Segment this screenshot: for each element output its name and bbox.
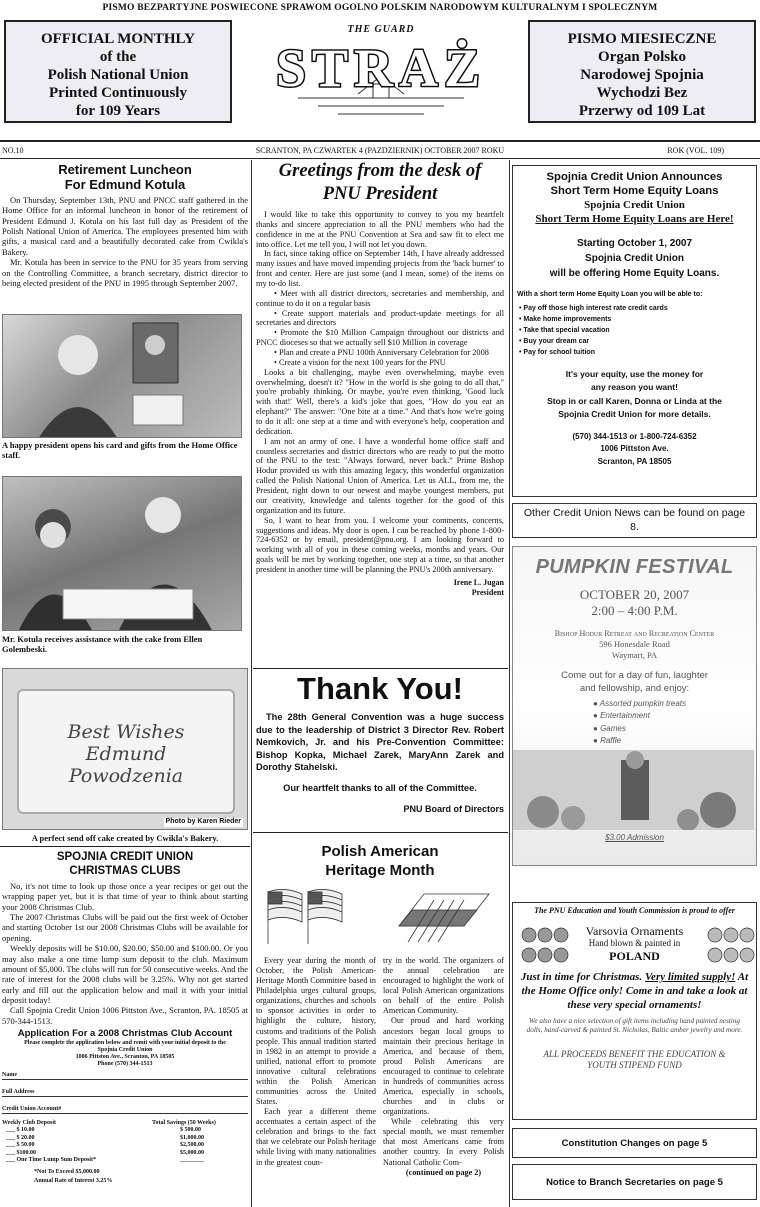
column-divider	[251, 160, 252, 1207]
photo-cake-assist	[2, 476, 242, 631]
christmas-paragraph: No, it's not time to look up those once a year recipes or get out the wrapping paper yet, but it is that time of year to think about starting your 2008 Christmas Club.	[2, 881, 248, 912]
thank-you-paragraph: Our heartfelt thanks to all of the Committee.	[283, 782, 477, 793]
heritage-title-line: Heritage Month	[325, 862, 435, 879]
credit-union-start	[513, 236, 756, 281]
pumpkin-admission: $3.00 Admission	[605, 832, 664, 842]
benefit-text: Pay off those high interest rate credit cards	[523, 304, 668, 312]
luncheon-paragraph: On Thursday, September 13th, PNU and PNCC staff gathered in the Home Office for an informal luncheon in honor of the retirement of President Edmund J. Kotula on his last full day as President of the Polish National Union of America. The employees presented him with gifts, a musical card and a beautifully decorated cake from Cwikla's Bakery.	[2, 195, 248, 257]
rule-dateline	[0, 158, 760, 159]
greetings-paragraph: So, I want to hear from you. I welcome your comments, concerns, suggestions and ideas. My door is open. I can be reached by phone 1-800-724-6352 or by email, president@pnu.org. I am looking forward to working with all of you in these coming weeks, months and years. Our goals will be met by working together, one step at a time, so that another president in another time will be planning the PNU's 200th anniversary.	[256, 515, 504, 574]
masthead-logo	[258, 24, 504, 124]
cake-writing-line: Edmund	[85, 743, 167, 765]
ornament-cluster-icon	[703, 921, 755, 975]
application-instructions	[2, 1040, 248, 1068]
issue-volume: ROK (VOL. 109)	[667, 146, 724, 155]
application-title: Application For a 2008 Christmas Club Account	[17, 1028, 233, 1040]
invite-line: Come out for a day of fun, laughter	[561, 669, 708, 681]
heritage-paragraph: Our proud and hard working ancestors began local groups to maintain their precious heritage in America, and because of them, proud Polish Americans are encouraged to continue to celebrate in hundreds of communities across America, especially in schools, churches and in clubs or organizations.	[383, 1016, 504, 1117]
savings-header: Total Savings (50 Weeks)	[152, 1119, 216, 1126]
luncheon-title-line: For Edmund Kotula	[64, 177, 186, 192]
greetings-bullet: • Create a vision for the next 100 years for the PNU	[274, 357, 446, 367]
thank-you-paragraph: The 28th General Convention was a huge success due to the leadership of District 3 Director Rev. Robert Nemkovich, Jr. and his Pre-Convention Committee: Bishop Kopka, Michael Zarek, MaryAnn Zarek and Dorothy Stahelski.	[256, 712, 504, 773]
signature-name: Irene L. Jugan	[453, 577, 504, 587]
offer-text: At the Home Office only! Come in and take a look at these very special ornaments!	[521, 970, 749, 1011]
logo-graphic	[258, 36, 504, 124]
invite-line: and fellowship, and enjoy:	[579, 682, 690, 694]
ornaments-country: POLAND	[609, 949, 660, 964]
thank-you-title: Thank You!	[297, 671, 463, 706]
cake-writing	[3, 721, 248, 787]
issue-number: NO.10	[2, 146, 24, 155]
logo-small-text: THE GUARD	[347, 24, 415, 35]
credit-union-title	[513, 170, 756, 198]
pumpkin-item	[593, 710, 756, 723]
start-line: will be offering Home Equity Loans.	[549, 268, 720, 279]
deposit-header: Weekly Club Deposit	[2, 1119, 57, 1126]
column-divider	[509, 160, 510, 1207]
christmas-paragraph: The 2007 Christmas Clubs will be paid out the first week of October and starting October 1st our 2008 Christmas Clubs will be available for opening.	[2, 912, 248, 943]
contact-street: 1006 Pittston Ave.	[600, 444, 669, 454]
right-box-line: Wychodzi Bez	[596, 85, 688, 101]
offer-highlight: Very limited supply!	[644, 970, 736, 983]
left-box-line: Polish National Union	[47, 67, 189, 83]
american-flag-icon	[262, 886, 347, 946]
heritage-paragraph: While celebrating this very special month, we must remember that most Americans came from another country. In every Polish National Catholic Com-	[383, 1117, 504, 1167]
application-line: 1006 Pittston Ave., Scranton, PA 18505	[75, 1053, 175, 1060]
christmas-paragraph: Call Spojnia Credit Union 1006 Pittston Ave., Scranton, PA. 18505 at 570-344-1513.	[2, 1005, 248, 1026]
pumpkin-item	[593, 698, 756, 711]
contact-city: Scranton, PA 18505	[597, 456, 672, 466]
pumpkin-date: OCTOBER 20, 2007	[579, 587, 690, 603]
luncheon-article	[2, 162, 248, 288]
closing-line: Stop in or call Karen, Donna or Linda at the	[547, 395, 722, 406]
christmas-title-line: SPOJNIA CREDIT UNION	[56, 851, 194, 863]
benefit-text: Pay for school tuition	[523, 348, 595, 356]
pumpkin-item-text: Games	[600, 723, 626, 733]
pumpkin-bullet-icon: ●	[593, 736, 601, 746]
greetings-bullet: • Create support materials and product-update meetings for all secretaries and directors	[256, 308, 504, 328]
cake-writing-line: Powodzenia	[68, 765, 184, 787]
pumpkin-venue: Bishop Hodur Retreat and Recreation Center	[554, 629, 715, 639]
right-box-line: Przerwy od 109 Lat	[578, 103, 706, 119]
pumpkin-item	[593, 735, 756, 748]
left-box-line: Printed Continuously	[49, 85, 187, 101]
pumpkin-item-text: Assorted pumpkin treats	[599, 698, 687, 708]
offer-text: Just in time for Christmas.	[520, 970, 643, 983]
notice-branch-secretaries: Notice to Branch Secretaries on page 5	[512, 1164, 757, 1200]
christmas-title	[2, 850, 248, 878]
pumpkin-items	[593, 698, 756, 748]
benefit-item: • Make home improvements	[519, 315, 612, 323]
photo-caption: A happy president opens his card and gifts from the Home Office staff.	[2, 440, 238, 461]
start-line: Starting October 1, 2007	[576, 238, 693, 249]
dateline	[0, 146, 760, 157]
credit-union-ad	[512, 165, 757, 497]
field-label: Name	[2, 1071, 17, 1078]
pumpkin-bullet-icon: ●	[593, 698, 600, 708]
pumpkin-item-text: Entertainment	[600, 711, 650, 721]
greetings-bullet: • Meet with all district directors, secretaries and membership, and continue to do it on a regular basis	[256, 288, 504, 308]
ornaments-note: We also have a nice selection of gift items including hand painted nesting dolls, hand-carved & painted St. Nicholas, Baltic amber jewelry and more.	[526, 1016, 743, 1034]
savings-value: $1,000.00	[180, 1134, 204, 1141]
benefit-item: • Take that special vacation	[519, 326, 610, 334]
pumpkin-festival-ad	[512, 546, 757, 866]
credit-union-title-line: Spojnia Credit Union Announces	[546, 171, 723, 183]
deposit-option[interactable]: ___ $100.00	[6, 1149, 36, 1156]
deposit-option[interactable]: ___ $ 50.00	[6, 1142, 35, 1149]
luncheon-paragraph: Mr. Kotula has been in service to the PNU for 35 years from serving on the Controlling Committee, a branch secretary, district director to being elected president of the PNU in 1995 through September 2007.	[2, 257, 248, 288]
masthead-left-box	[4, 20, 232, 123]
pumpkin-title: PUMPKIN FESTIVAL	[535, 556, 734, 578]
benefit-text: Buy your dream car	[523, 337, 590, 345]
greetings-paragraph: I am not an army of one. I have a wonderful home office staff and countless secretaries and district directors who are ready to put the motto of the PNU to the test: "Always forward, never back." Prime Bishop Hodur provided us with this amazing legacy, this wonderful organization called the Polish National Union of America. Let us ALL, from me, the President, right down to our newest and maybe youngest members, put our creativity, knowledge and talents together for the good of this organization and its future.	[256, 436, 504, 515]
deposit-option[interactable]: ___ $ 20.00	[6, 1134, 35, 1141]
savings-column	[152, 1120, 216, 1165]
savings-value: $2,500.00	[180, 1142, 204, 1149]
photo-figure-icon	[3, 477, 242, 631]
photo-caption: Mr. Kotula receives assistance with the cake from Ellen Golembeski.	[2, 634, 203, 655]
thank-you-article	[256, 670, 504, 815]
savings-value: $ 500.00	[180, 1127, 201, 1134]
signature-title: President	[471, 587, 504, 597]
greetings-bullet: • Plan and create a PNU 100th Anniversary Celebration for 2008	[274, 348, 489, 358]
continued-note: (continued on page 2)	[405, 1167, 482, 1177]
contact-phone: (570) 344-1513 or 1-800-724-6352	[572, 431, 697, 441]
benefit-item: • Buy your dream car	[519, 337, 590, 345]
benefit-item: • Pay off those high interest rate credit cards	[519, 304, 668, 312]
greetings-bullet: • Promote the $10 Million Campaign throughout our districts and PNCC dioceses so that we actually sell $10 Million in coverage	[256, 328, 504, 348]
christmas-paragraph: Weekly deposits will be $10.00, $20.00, $50.00 and $100.00. Or you may also make a one time lump sum deposit to the club. Maximum amount of $5,000. The clubs will run for 50 consecutive weeks. And the rate of interest for the 2008 clubs will be 3.25%. Why not get started early and fill out the application below and mail it with your initial deposit today!	[2, 943, 248, 1005]
rule	[0, 846, 250, 847]
left-box-line: for 109 Years	[75, 103, 161, 119]
logo-text: STRAŻ	[275, 38, 487, 99]
photo-figure-icon	[3, 315, 242, 438]
ornament-cluster-icon	[517, 921, 569, 975]
credit-union-intro: With a short term Home Equity Loan you will be able to:	[517, 291, 703, 298]
greetings-paragraph: In fact, since taking office on September 14th, I have already addressed many issues and have moved impending projects from the 'back burner' to front and center. Here are just some (and I mean, some) of the items on my to-do list.	[256, 249, 504, 289]
christmas-title-line: CHRISTMAS CLUBS	[69, 865, 181, 877]
photo-caption: A perfect send off cake created by Cwikla's Bakery.	[31, 833, 219, 843]
pumpkin-photo-icon	[513, 750, 754, 830]
ornaments-header: The PNU Education and Youth Commission is proud to offer	[534, 906, 735, 915]
ornaments-offer	[513, 970, 756, 1012]
pumpkin-item-text: Raffle	[600, 736, 621, 746]
heritage-article	[256, 842, 504, 880]
address-field[interactable]	[2, 1089, 248, 1097]
ornaments-ad	[512, 902, 757, 1120]
thank-you-signature: PNU Board of Directors	[403, 804, 504, 815]
credit-union-title-line: Short Term Home Equity Loans	[550, 185, 719, 197]
masthead-topline: PISMO BEZPARTYJNE POSWIECONE SPRAWOM OGOLNO POLSKIM NARODOWYM KULTURALNYM I SPOLECZNYM	[102, 3, 658, 13]
closing-line: It's your equity, use the money for	[565, 368, 704, 379]
credit-union-contact	[513, 431, 756, 469]
pumpkin-time: 2:00 – 4:00 P.M.	[591, 603, 678, 619]
heritage-title-line: Polish American	[321, 843, 439, 860]
rule	[253, 832, 508, 833]
application-line: Spojnia Credit Union	[97, 1046, 153, 1053]
name-field[interactable]	[2, 1072, 248, 1080]
address-line: Waymart, PA	[611, 649, 658, 660]
savings-value: ________	[180, 1157, 204, 1164]
right-box-line: Narodowej Spojnia	[580, 67, 704, 83]
savings-value: $5,000.00	[180, 1149, 204, 1156]
polish-flag-icon	[394, 886, 499, 946]
right-box-line: Organ Polsko	[598, 49, 686, 65]
greetings-title-line: PNU President	[322, 184, 438, 204]
luncheon-title	[2, 162, 248, 192]
greetings-paragraph: I would like to take this opportunity to convey to you my heartfelt thanks and sincere appreciation to all the PNU members who had the confidence in me at the PNU Convention at Sea and saw fit to elect me into office. Let me tell you, I will not let you down.	[256, 210, 504, 249]
ornaments-name: Varsovia Ornaments	[585, 923, 684, 938]
pumpkin-bullet-icon: ●	[593, 723, 601, 733]
credit-union-subtitle: Spojnia Credit Union	[584, 199, 685, 211]
greetings-paragraph: Looks a bit challenging, maybe even overwhelming, maybe even overwhelming, doesn't it? "How in the world is she going to do all that," you're probably thinking. Or maybe, you're even thinking, 'Good luck with that!' Well, there's a kid's joke that goes, "How do you eat an elephant?" The answer: "One bite at a time." And that's how we're going to do it all: one step at a time and with everyone's help, cooperation and dedication.	[256, 367, 504, 436]
cake-writing-line: Best Wishes	[67, 721, 185, 743]
photo-credit: Photo by Karen Rieder	[165, 818, 241, 826]
deposit-table	[2, 1120, 248, 1165]
application-line: Please complete the application below and remit with your initial deposit to the	[24, 1039, 226, 1046]
closing-line: any reason you want!	[591, 382, 678, 393]
start-line: Spojnia Credit Union	[585, 253, 684, 264]
deposit-column	[2, 1120, 152, 1165]
notice-constitution: Constitution Changes on page 5	[512, 1128, 757, 1158]
credit-union-headline: Short Term Home Equity Loans are Here!	[535, 213, 734, 225]
ornaments-proceeds: ALL PROCEEDS BENEFIT THE EDUCATION & YOUTH STIPEND FUND	[543, 1048, 726, 1070]
heritage-title	[256, 842, 504, 880]
rule	[253, 668, 508, 669]
field-label: Full Address	[2, 1088, 35, 1095]
heritage-paragraph: Every year during the month of October, the Polish American-Heritage Month Committee based in Philadelphia urges cultural groups, organizations, churches and schools to sponsor activities in order to highlight the culture, history, customs and traditions of the Polish people. This annual tradition started in 1982 in an attempt to provide a unified, national effort to promote innovative cultural celebrations within the Polish American communities across the United States.	[256, 956, 376, 1107]
application-notes	[2, 1168, 248, 1186]
luncheon-title-line: Retirement Luncheon	[58, 162, 192, 177]
pumpkin-bullet-icon: ●	[593, 711, 601, 721]
heritage-column-1	[256, 956, 376, 1168]
issue-date: SCRANTON, PA CZWARTEK 4 (PAZDZIERNIK) OCTOBER 2007 ROKU	[255, 146, 505, 155]
greetings-article	[256, 160, 504, 597]
closing-line: Spojnia Credit Union for more details.	[558, 409, 711, 420]
photo-cake	[2, 668, 248, 830]
greetings-title-line: Greetings from the desk of	[278, 161, 482, 181]
application-note: Annual Rate of Interest 3.25%	[34, 1177, 113, 1184]
application-line: Phone (570) 344-1513	[97, 1060, 153, 1067]
benefit-item: • Pay for school tuition	[519, 348, 595, 356]
ornaments-subtitle: Hand blown & painted in	[588, 938, 681, 949]
benefit-text: Make home improvements	[523, 315, 612, 323]
deposit-option[interactable]: ___ One Time Lump Sum Deposit*	[6, 1157, 96, 1164]
application-fields	[2, 1072, 248, 1114]
rule-top	[0, 140, 760, 142]
address-line: 596 Honesdale Road	[599, 638, 670, 649]
masthead-right-box	[528, 20, 756, 123]
greetings-signature	[256, 578, 504, 598]
pumpkin-invite	[513, 669, 756, 695]
other-news-box: Other Credit Union News can be found on page 8.	[512, 503, 757, 538]
left-box-line: OFFICIAL MONTHLY	[40, 31, 196, 47]
greetings-title	[256, 160, 504, 206]
credit-union-closing	[513, 368, 756, 422]
heritage-paragraph: try in the world. The organizers of the annual celebration are encouraged to highlight the work of local Polish American organizations on behalf of the entire Polish American Community.	[383, 956, 504, 1016]
right-box-line: PISMO MIESIECZNE	[567, 31, 717, 47]
heritage-paragraph: Each year a different theme accentuates a certain aspect of the celebration and brings to the fact that we celebrate our Polish heritage while living with many nationalities in the greatest coun-	[256, 1107, 376, 1167]
account-field[interactable]	[2, 1106, 248, 1114]
deposit-option[interactable]: ___ $ 10.00	[6, 1127, 35, 1134]
left-box-line: of the	[99, 49, 137, 65]
credit-union-benefits	[513, 303, 756, 358]
field-label: Credit Union Account#	[2, 1105, 62, 1112]
heritage-column-2	[383, 956, 504, 1178]
benefit-text: Take that special vacation	[523, 326, 610, 334]
photo-president-gifts	[2, 314, 242, 438]
pumpkin-item	[593, 723, 756, 736]
christmas-club-article	[2, 850, 248, 1186]
pumpkin-address	[513, 639, 756, 661]
application-note: *Not To Exceed $5,000.00	[34, 1168, 100, 1175]
